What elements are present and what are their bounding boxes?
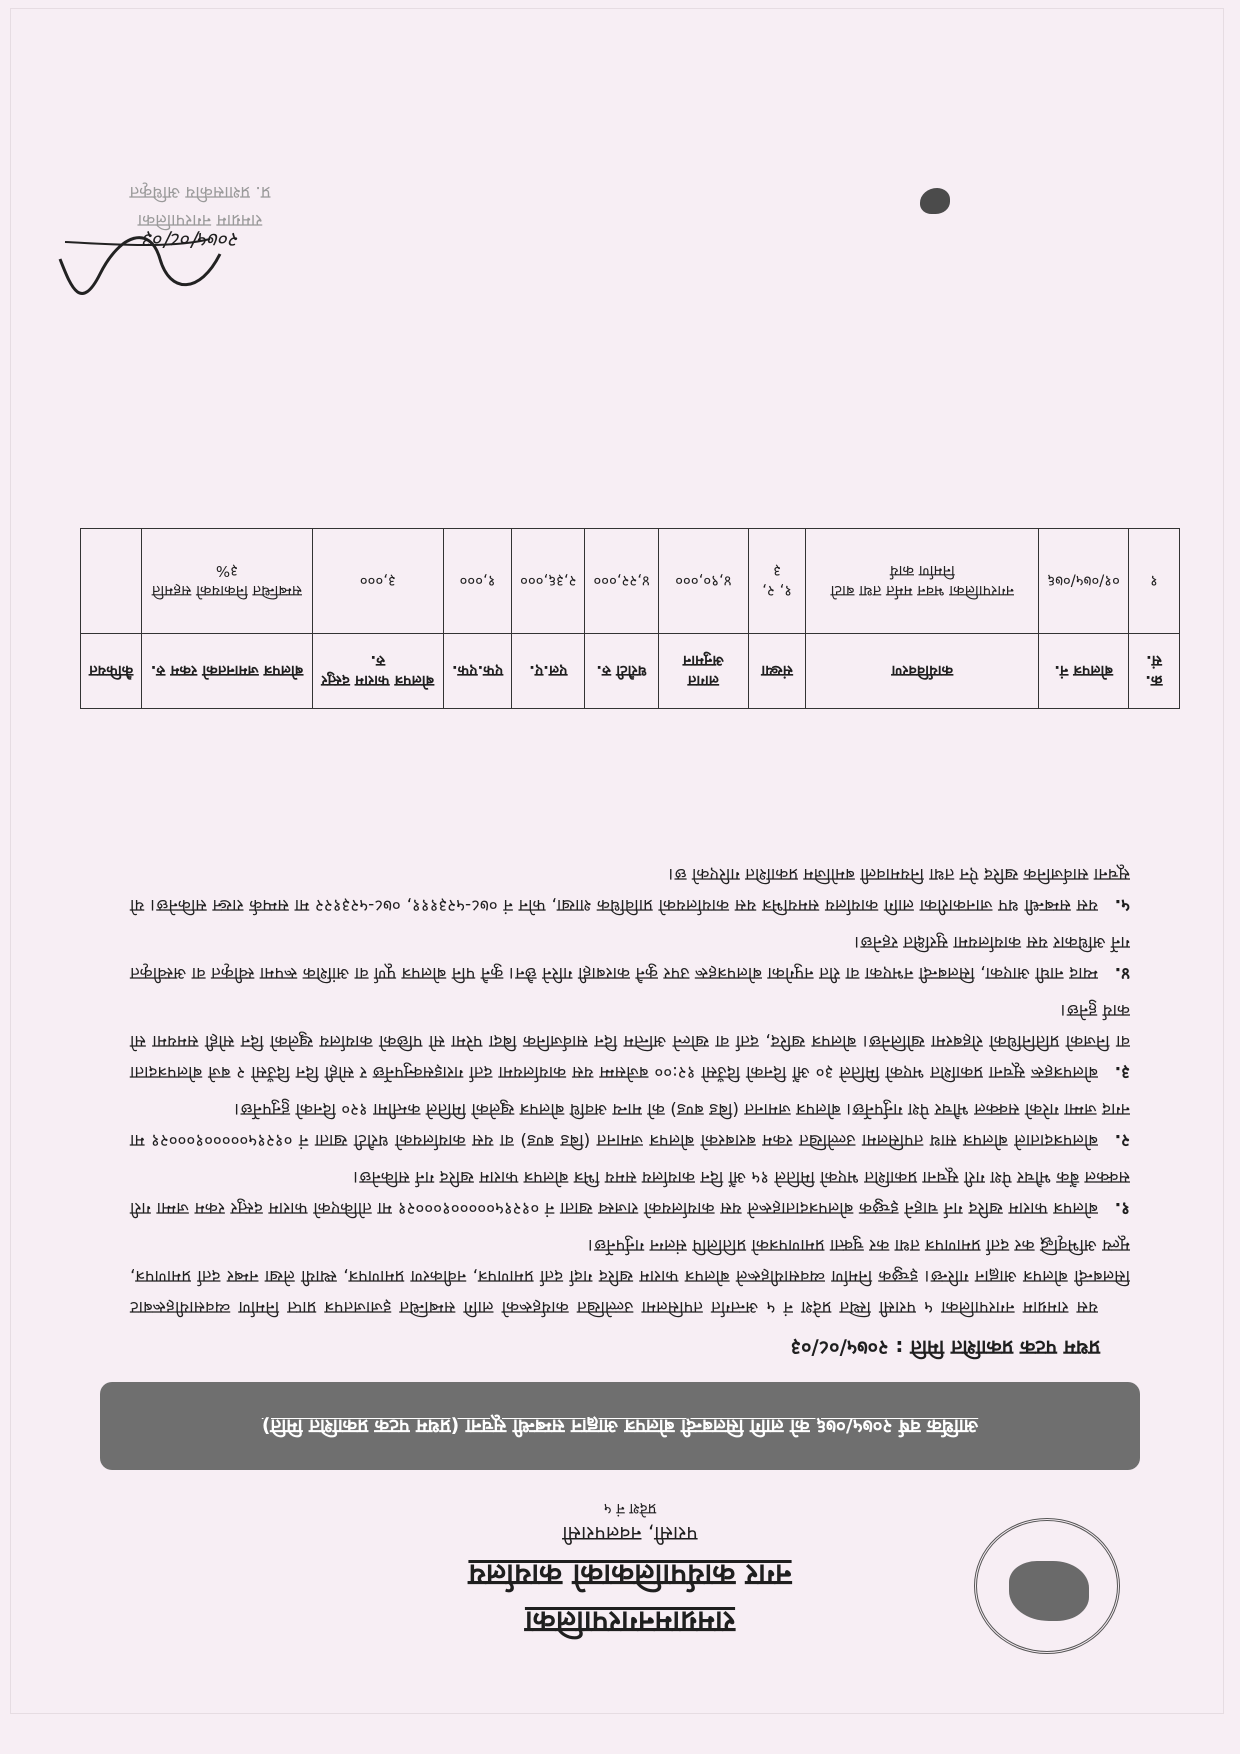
- cell-deposit: ४,२२,०००: [585, 529, 658, 634]
- publish-date: प्रथम पटक प्रकाशित मिति : २०७५/०८/०३: [790, 1336, 1100, 1360]
- office-district: परासी, नवलपरासी: [562, 1522, 698, 1546]
- paragraph: १.बोलपत्र फाराम खरिद गर्न चाहने इच्छुक बोलपत्रदाताहरूले यस कार्यालयको राजस्व खाता नं ०१२१५०००००१०००२१ मा तोकिएको फाराम दस्तुर रकम जम्मा गरी सक्कल बैंक भौचर पेश गरी सूचना प्रकाशित भएको मितिले १५ औं दिन कार्यालय समय भित्र बोलपत्र फाराम खरिद गर्न सकिनेछ।: [130, 1167, 1130, 1218]
- letterhead: [400, 1499, 860, 1644]
- col-serial: क्र. सं.: [1128, 634, 1179, 709]
- ink-spot-icon: [920, 188, 950, 214]
- table-header-row: [81, 634, 1180, 709]
- signature-date: २०७५/०८/०३: [143, 228, 240, 252]
- cell-serial: १: [1128, 529, 1179, 634]
- municipality-emblem: [974, 1518, 1120, 1654]
- stamp-line: रामग्राम नगरपालिका: [137, 210, 263, 230]
- cell-count: १, २, ३: [748, 529, 805, 634]
- cell-form-fee: ३,०००: [312, 529, 443, 634]
- paragraph: ४.म्याद नाघी आएका, सिलबन्दी नभएका वा रीत नपुगेका बोलपत्रहरू उपर कुनै कारबाही गरिने छैन। कुनै पनि बोलपत्र पूर्ण वा आंशिक रूपमा स्वीकृत वा अस्वीकृत गर्ने अधिकार यस कार्यालयमा सुरक्षित रहनेछ।: [130, 932, 1130, 983]
- stamp-line: प्र. प्रशासकीय अधिकृत: [129, 182, 271, 202]
- col-la: एल.ए.: [512, 634, 585, 709]
- col-count: संख्या: [748, 634, 805, 709]
- cell-bid-no: ०१/०७५/०७६: [1039, 529, 1129, 634]
- paragraph: ५.यस सम्बन्धी थप जानकारीका लागि कार्यालय समयभित्र यस कार्यालयको प्राविधिक शाखा, फोन नं ०७८-५२३१११, ०७८-५२३१२२ मा सम्पर्क राख्न सकिनेछ। यो सूचना सार्वजनिक खरिद ऐन तथा नियमावली बमोजिम प्रकाशित गरिएको छ।: [130, 864, 1130, 915]
- cell-la: २,३६,०००: [512, 529, 585, 634]
- cell-estimate: ४,९०,०००: [658, 529, 748, 634]
- col-form-fee: बोलपत्र फाराम दस्तुर रु.: [312, 634, 443, 709]
- paragraph: २.बोलपत्रदाताले बोलपत्र साथ तपसिलमा उल्लेखित रकम बराबरको बोलपत्र जमानत (बिड बण्ड) वा यस कार्यालयको धरौटी खाता नं ०१२१५०००००१०००२१ मा नगद जम्मा गरेको सक्कल भौचर पेश गर्नुपर्नेछ। बोलपत्र जमानत (बिड बण्ड) को मान्य अवधि बोलपत्र खुलेको मितिले कम्तीमा १२० दिनको हुनुपर्नेछ।: [130, 1099, 1130, 1150]
- paragraph: ३.बोलपत्रहरू सूचना प्रकाशित भएको मितिले ३० औं दिनको दिउँसो १२:०० बजेसम्म यस कार्यालयमा दर्ता गराइसक्नुपर्नेछ र सोही दिन दिउँसो २ बजे बोलपत्रदाता वा निजको प्रतिनिधिको रोहबरमा खोलिनेछ। बोलपत्र खरिद, दर्ता वा खोल्ने अन्तिम दिन सार्वजनिक बिदा परेमा सो पछिको कार्यालय खुलेको दिन सोही समयमा सो कार्य हुनेछ।: [130, 1000, 1130, 1082]
- cell-bid-security: सम्बन्धित निकायको सहमति ३%: [142, 529, 312, 634]
- cell-description: नगरपालिका भवन मर्मत तथा बाटो निर्माण कार्य: [806, 529, 1039, 634]
- tender-table: [80, 528, 1180, 709]
- cell-ff: १,०००: [443, 529, 511, 634]
- paragraph: यस रामग्राम नगरपालिका ५ परासी स्थित प्रदेश नं ५ अन्तर्गत तपसिलमा उल्लेखित कार्यहरूको लागि सम्बन्धित इजाजतपत्र प्राप्त निर्माण व्यवसायीहरूबाट सिलबन्दी बोलपत्र आह्वान गरिन्छ। इच्छुक निर्माण व्यवसायीहरूले बोलपत्र फाराम खरिद गर्दा दर्ता प्रमाणपत्र, नवीकरण प्रमाणपत्र, स्थायी लेखा नम्बर दर्ता प्रमाणपत्र, मूल्य अभिवृद्धि कर दर्ता प्रमाणपत्र तथा कर चुक्ता प्रमाणपत्रको प्रतिलिपि संलग्न गर्नुपर्नेछ।: [130, 1235, 1130, 1317]
- col-ff: एफ.एफ.: [443, 634, 511, 709]
- emblem-map-icon: [1009, 1561, 1089, 1621]
- col-estimate: लागत अनुमान: [658, 634, 748, 709]
- table-row: [81, 529, 1180, 634]
- col-description: कार्यविवरण: [806, 634, 1039, 709]
- office-province: प्रदेश नं ५: [603, 1500, 657, 1518]
- office-subtitle: नगर कार्यपालिकाको कार्यालय: [468, 1557, 792, 1592]
- col-bid-security: बोलपत्र जमानतको रकम रु.: [142, 634, 312, 709]
- cell-remarks: [81, 529, 142, 634]
- col-bid-no: बोलपत्र नं.: [1039, 634, 1129, 709]
- col-remarks: कैफियत: [81, 634, 142, 709]
- office-stamp: [100, 178, 300, 234]
- notice-title-banner: आर्थिक वर्ष २०७५/०७६ को लागि सिलबन्दी बोलपत्र आह्वान सम्बन्धी सूचना (प्रथम पटक प्रकाशित मिति): [100, 1382, 1140, 1470]
- notice-body: [130, 852, 1130, 1322]
- office-name: रामग्रामनगरपालिका: [524, 1604, 736, 1639]
- col-deposit: धरौटी रु.: [585, 634, 658, 709]
